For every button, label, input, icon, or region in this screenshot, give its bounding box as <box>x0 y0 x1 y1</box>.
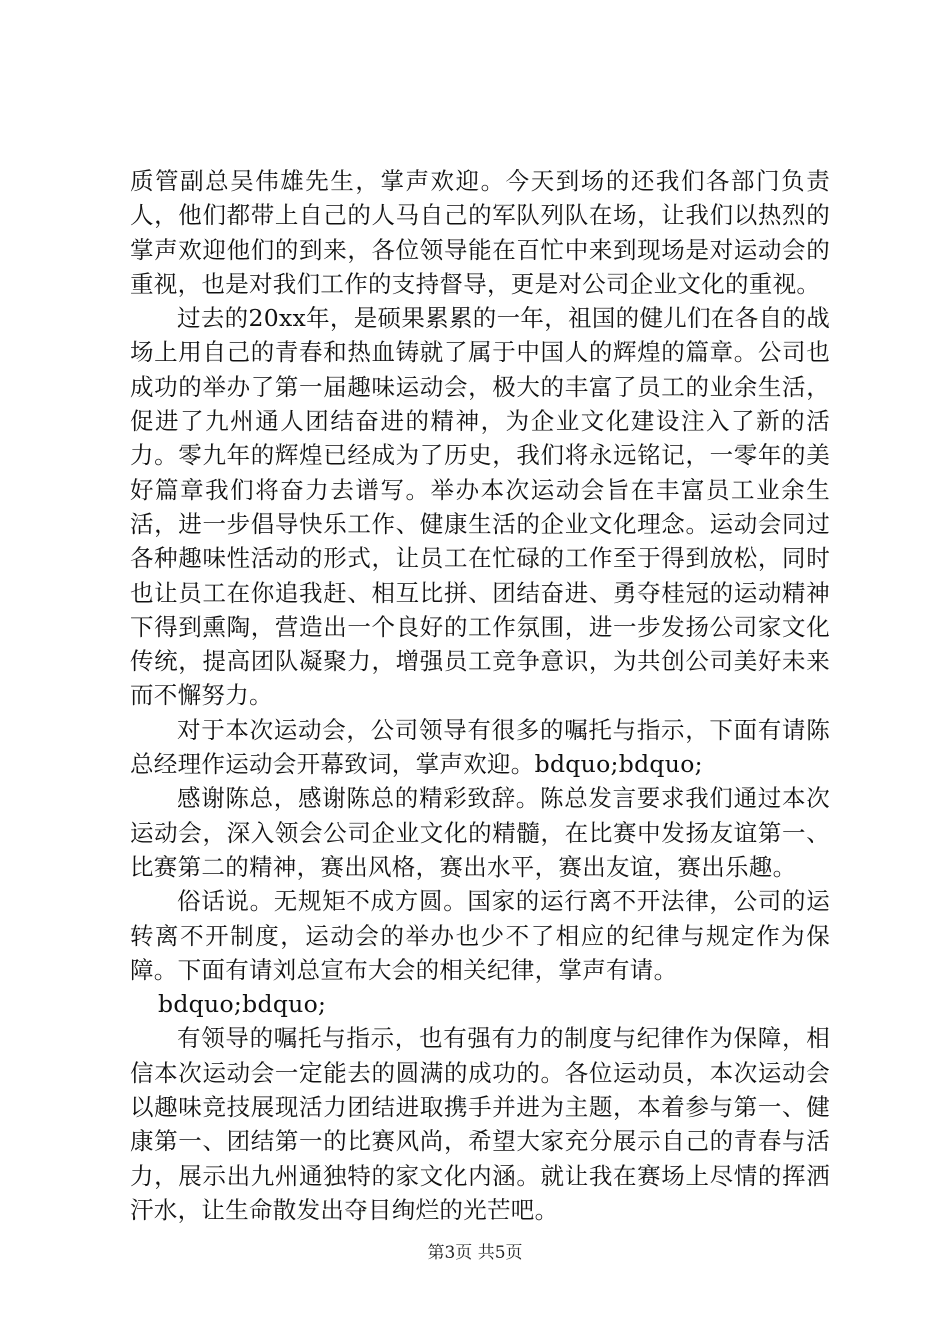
paragraph-leader-welcome: 质管副总吴伟雄先生，掌声欢迎。今天到场的还我们各部门负责人，他们都带上自己的人马自己的军队列队在场，让我们以热烈的掌声欢迎他们的到来，各位领导能在百忙中来到现场是对运动会的重视，也是对我们工作的支持督导，更是对公司企业文化的重视。 <box>130 167 830 298</box>
paragraph-placeholder: bdquo;bdquo; <box>158 990 327 1019</box>
paragraph-past-year: 过去的20xx年，是硕果累累的一年，祖国的健儿们在各自的战场上用自己的青春和热血铸就了属于中国人的辉煌的篇章。公司也成功的举办了第一届趣味运动会，极大的丰富了员工的业余生活，促进了九州通人团结奋进的精神，为企业文化建设注入了新的活力。零九年的辉煌已经成为了历史，我们将永远铭记，一零年的美好篇章我们将奋力去谱写。举办本次运动会旨在丰富员工业余生活，进一步倡导快乐工作、健康生活的企业文化理念。运动会同过各种趣味性活动的形式，让员工在忙碌的工作至于得到放松，同时也让员工在你追我赶、相互比拼、团结奋进、勇夺桂冠的运动精神下得到熏陶，营造出一个良好的工作氛围，进一步发扬公司家文化传统，提高团队凝聚力，增强员工竞争意识，为共创公司美好未来而不懈努力。 <box>130 304 830 710</box>
paragraph-thanks: 感谢陈总，感谢陈总的精彩致辞。陈总发言要求我们通过本次运动会，深入领会公司企业文化的精髓，在比赛中发扬友谊第一、比赛第二的精神，赛出风格，赛出水平，赛出友谊，赛出乐趣。 <box>130 784 830 881</box>
page-footer: 第3页 共5页 <box>427 1243 523 1263</box>
document-body <box>130 164 830 1227</box>
paragraph-closing: 有领导的嘱托与指示，也有强有力的制度与纪律作为保障，相信本次运动会一定能去的圆满的成功的。各位运动员，本次运动会以趣味竞技展现活力团结进取携手并进为主题，本着参与第一、健康第一、团结第一的比赛风尚，希望大家充分展示自己的青春与活力，展示出九州通独特的家文化内涵。就让我在赛场上尽情的挥洒汗水，让生命散发出夺目绚烂的光芒吧。 <box>130 1024 830 1224</box>
paragraph-rules: 俗话说。无规矩不成方圆。国家的运行离不开法律，公司的运转离不开制度，运动会的举办也少不了相应的纪律与规定作为保障。下面有请刘总宣布大会的相关纪律，掌声有请。 <box>130 887 830 984</box>
paragraph-opening-speech: 对于本次运动会，公司领导有很多的嘱托与指示，下面有请陈总经理作运动会开幕致词，掌声欢迎。bdquo;bdquo; <box>130 715 830 779</box>
